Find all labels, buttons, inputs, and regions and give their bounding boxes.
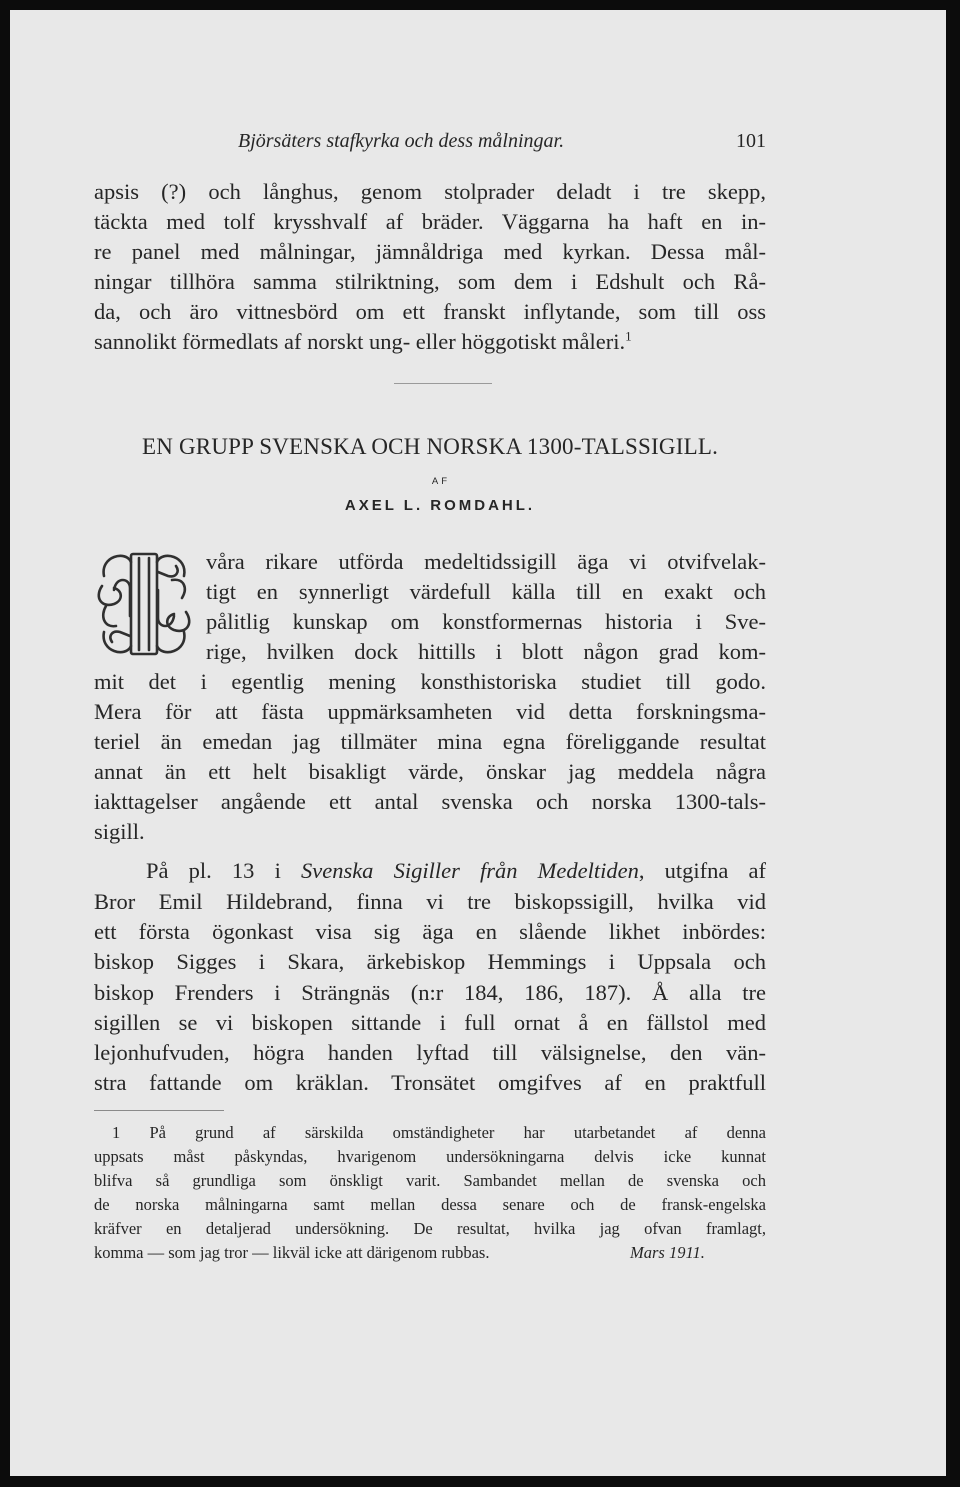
- paragraph2-first-line: [146, 856, 766, 886]
- section-separator: [394, 383, 492, 384]
- body-line: ett första ögonkast visa sig äga en slående likhet inbördes:: [94, 919, 766, 944]
- body-line: annat än ett helt bisakligt värde, önskar jag meddela några: [94, 759, 766, 784]
- intro-line-text: sannolikt förmedlats af norskt ung- eller höggotiskt måleri.: [94, 329, 626, 354]
- footnote-line: kräfver en detaljerad undersökning. De resultat, hvilka jag ofvan framlagt,: [94, 1219, 766, 1238]
- paragraph2-text: , utgifna af: [638, 858, 766, 883]
- intro-line-last: [94, 327, 766, 357]
- body-line: sigillen se vi biskopen sittande i full ornat å en fällstol med: [94, 1010, 766, 1035]
- drop-initial-line: rige, hvilken dock hittills i blott någon grad kom-: [206, 639, 766, 664]
- body-line: teriel än emedan jag tillmäter mina egna föreliggande resultat: [94, 729, 766, 754]
- page-number: 101: [736, 130, 766, 152]
- footnote-line: 1 På grund af särskilda omständigheter har utarbetandet af denna: [112, 1123, 766, 1142]
- intro-line: da, och äro vittnesbörd om ett franskt inflytande, som till oss: [94, 299, 766, 324]
- drop-initial-line: tigt en synnerligt värdefull källa till en exakt och: [206, 579, 766, 604]
- body-line: Bror Emil Hildebrand, finna vi tre biskopssigill, hvilka vid: [94, 889, 766, 914]
- book-page: [10, 10, 946, 1476]
- intro-line: apsis (?) och långhus, genom stolprader deladt i tre skepp,: [94, 179, 766, 204]
- running-head: Björsäters stafkyrka och dess målningar.: [238, 130, 565, 152]
- body-line: iakttagelser angående ett antal svenska och norska 1300-tals-: [94, 789, 766, 814]
- footnote-date: Mars 1911.: [630, 1243, 705, 1262]
- book-title-reference: Svenska Sigiller från Medeltiden: [300, 858, 639, 883]
- decorative-initial-i-icon: [94, 546, 194, 662]
- body-line: mit det i egentlig mening konsthistoriska studiet till godo.: [94, 669, 766, 694]
- body-line-last: sigill.: [94, 819, 145, 844]
- footnote-line: de norska målningarna samt mellan dessa senare och de fransk-engelska: [94, 1195, 766, 1214]
- drop-initial-line: pålitlig kunskap om konstformernas historia i Sve-: [206, 609, 766, 634]
- footnote-rule: [94, 1110, 224, 1111]
- byline-af: AF: [431, 476, 451, 487]
- paragraph2-text: På pl. 13 i: [146, 858, 301, 883]
- footnote-line-last: komma — som jag tror — likväl icke att därigenom rubbas.: [94, 1243, 490, 1262]
- body-line: lejonhufvuden, högra handen lyftad till välsignelse, den vän-: [94, 1040, 766, 1065]
- body-line: biskop Sigges i Skara, ärkebiskop Hemmings i Uppsala och: [94, 949, 766, 974]
- author-name: AXEL L. ROMDAHL.: [344, 497, 536, 514]
- footnote-line: uppsats måst påskyndas, hvarigenom undersökningarna delvis icke kunnat: [94, 1147, 766, 1166]
- intro-line: täckta med tolf krysshvalf af bräder. Väggarna ha haft en in-: [94, 209, 766, 234]
- body-line: biskop Frenders i Strängnäs (n:r 184, 186, 187). Å alla tre: [94, 980, 766, 1005]
- intro-line: ningar tillhöra samma stilriktning, som dem i Edshult och Rå-: [94, 269, 766, 294]
- body-line: Mera för att fästa uppmärksamheten vid detta forskningsma-: [94, 699, 766, 724]
- body-line: stra fattande om kräklan. Tronsätet omgifves af en praktfull: [94, 1070, 766, 1095]
- article-title: EN GRUPP SVENSKA OCH NORSKA 1300-TALSSIGILL.: [141, 434, 719, 459]
- intro-line: re panel med målningar, jämnåldriga med kyrkan. Dessa mål-: [94, 239, 766, 264]
- footnote-marker: 1: [625, 328, 632, 344]
- footnote-line: blifva så grundliga som önskligt varit. Sambandet mellan de svenska och: [94, 1171, 766, 1190]
- drop-initial-line: våra rikare utförda medeltidssigill äga vi otvifvelak-: [206, 549, 766, 574]
